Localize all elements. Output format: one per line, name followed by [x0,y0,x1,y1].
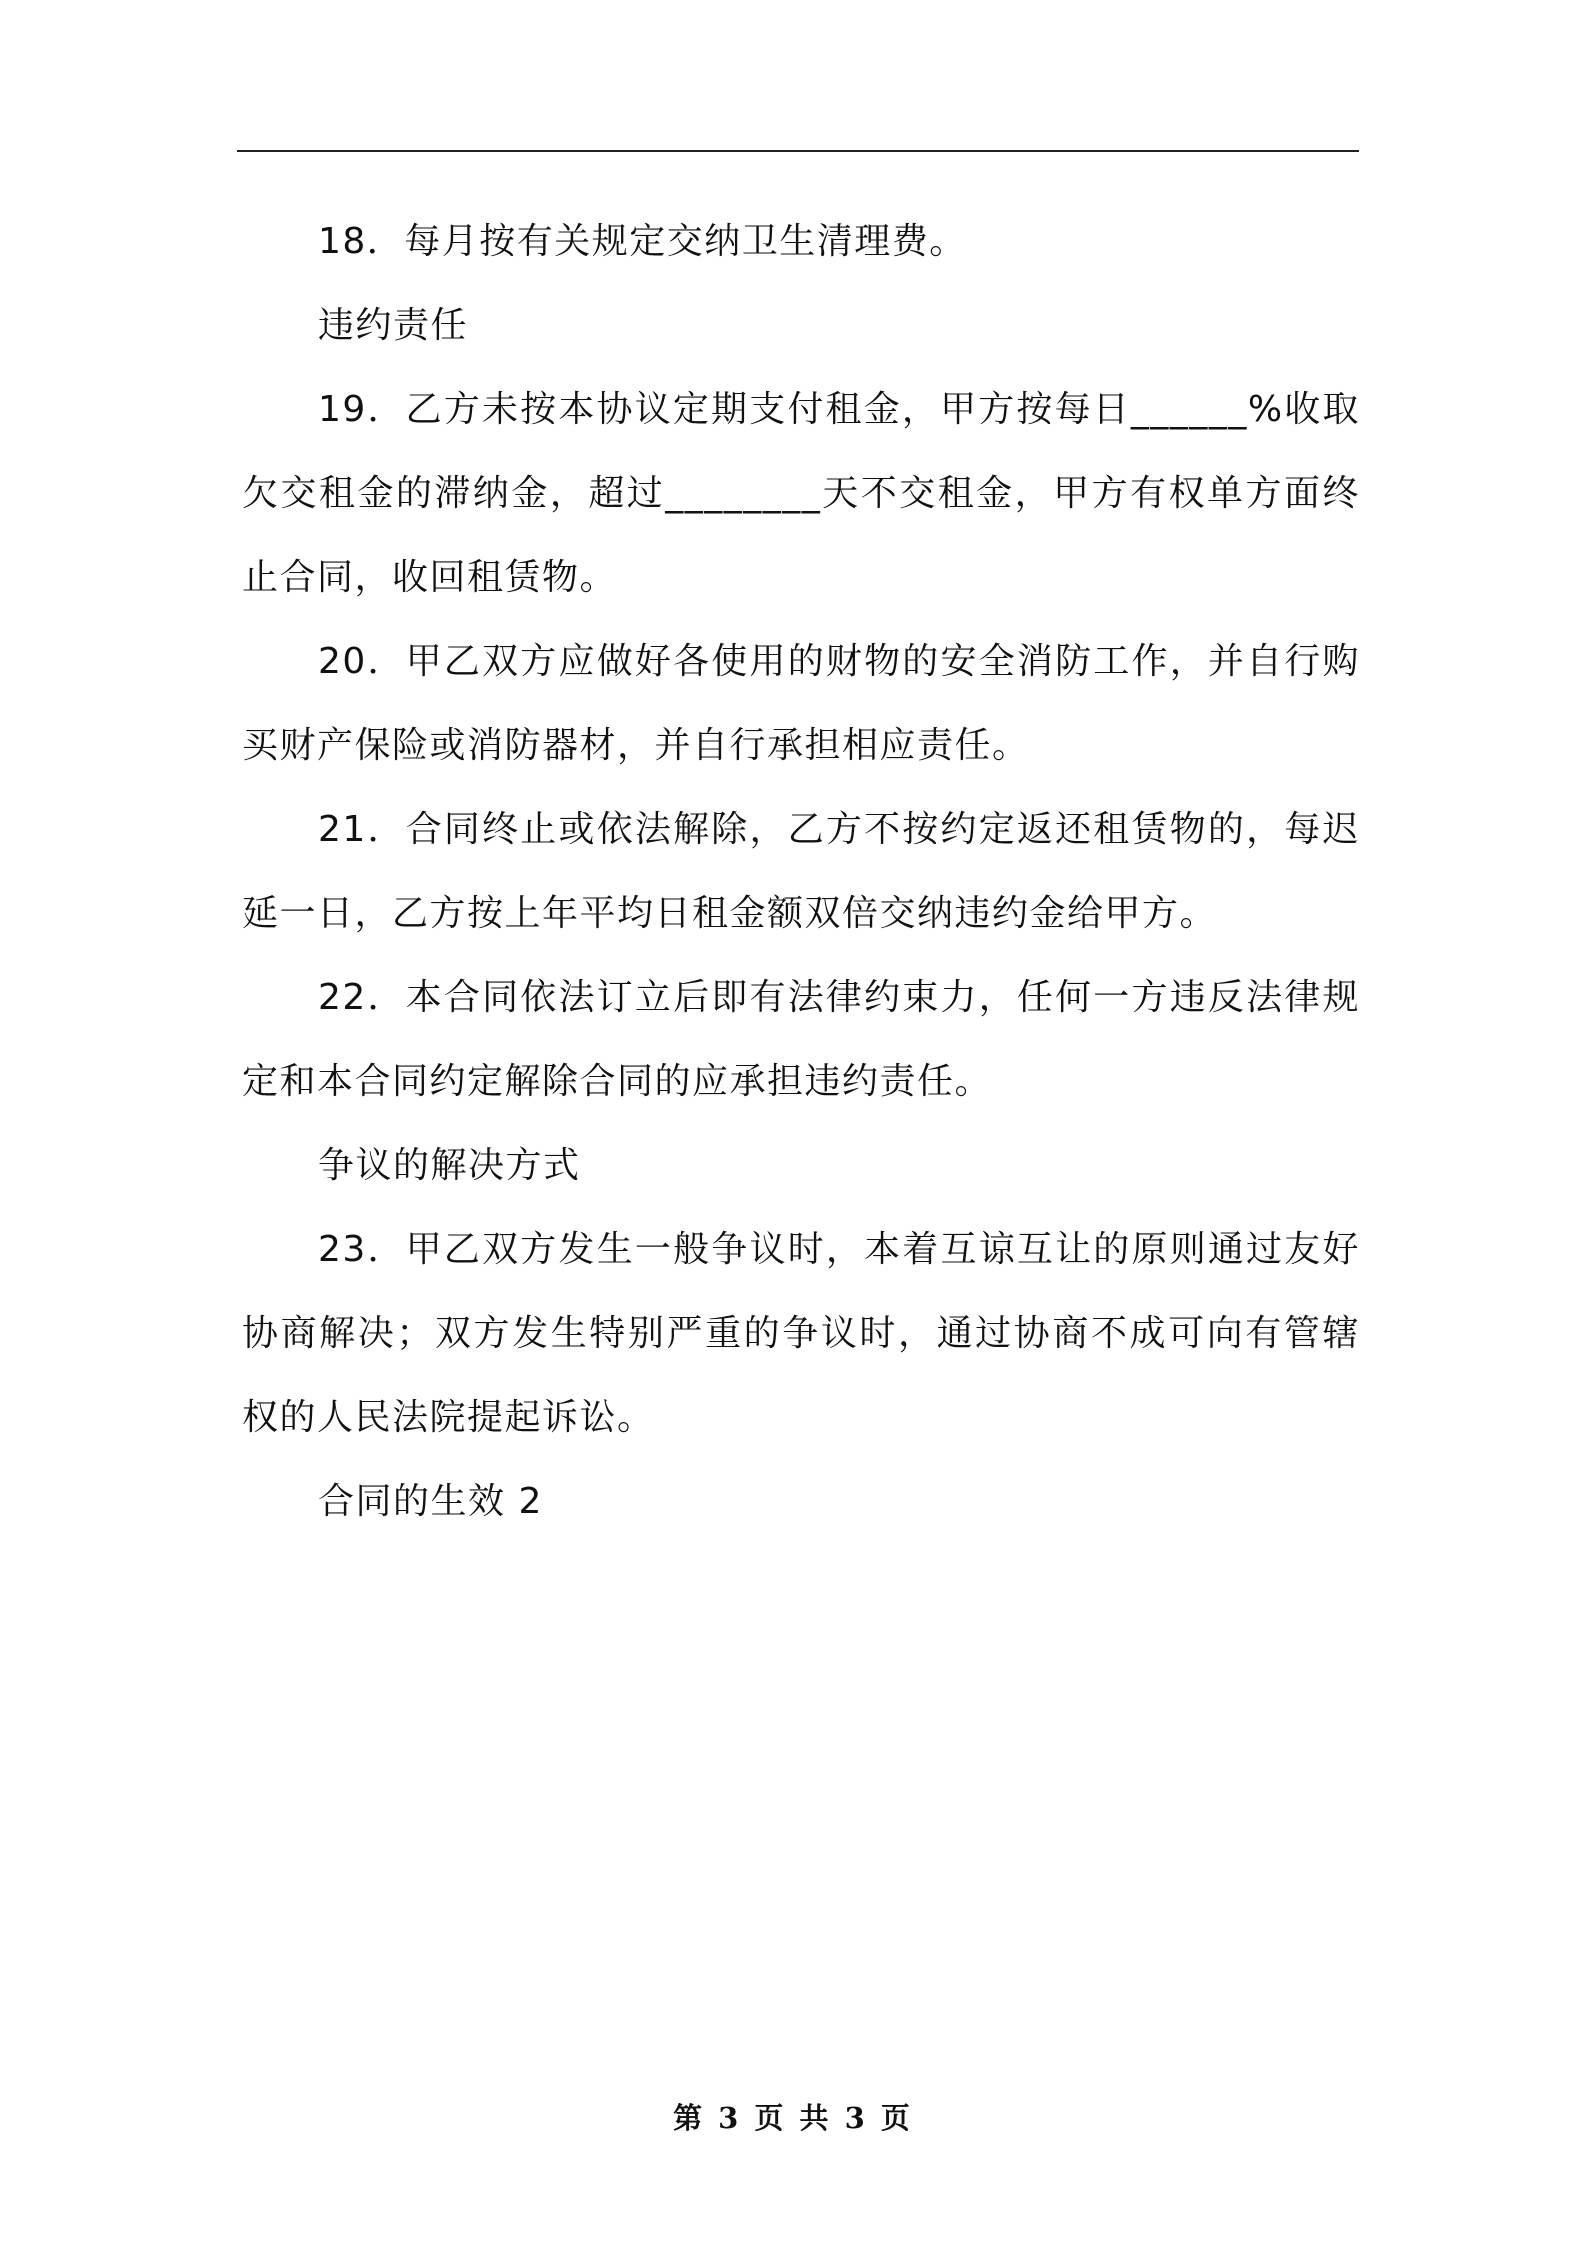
clause-19: 19．乙方未按本协议定期支付租金，甲方按每日______%收取欠交租金的滞纳金，超过________天不交租金，甲方有权单方面终止合同，收回租赁物。 [242,389,1360,598]
clause-21: 21．合同终止或依法解除，乙方不按约定返还租赁物的，每迟延一日，乙方按上年平均日租金额双倍交纳违约金给甲方。 [242,809,1360,934]
section-heading-dispute-resolution: 争议的解决方式 [318,1145,581,1186]
document-body [242,200,1360,1544]
section-heading-contract-effect: 合同的生效 2 [318,1481,543,1522]
section-heading-breach-liability: 违约责任 [318,305,469,346]
page-number-footer: 第 3 页 共 3 页 [673,2101,913,2135]
clause-20: 20．甲乙双方应做好各使用的财物的安全消防工作，并自行购买财产保险或消防器材，并自行承担相应责任。 [242,641,1360,766]
clause-18: 18．每月按有关规定交纳卫生清理费。 [318,221,967,262]
clause-22: 22．本合同依法订立后即有法律约束力，任何一方违反法律规定和本合同约定解除合同的应承担违约责任。 [242,977,1360,1102]
clause-23: 23．甲乙双方发生一般争议时，本着互谅互让的原则通过友好协商解决；双方发生特别严重的争议时，通过协商不成可向有管辖权的人民法院提起诉讼。 [242,1229,1360,1438]
header-rule [237,150,1359,152]
